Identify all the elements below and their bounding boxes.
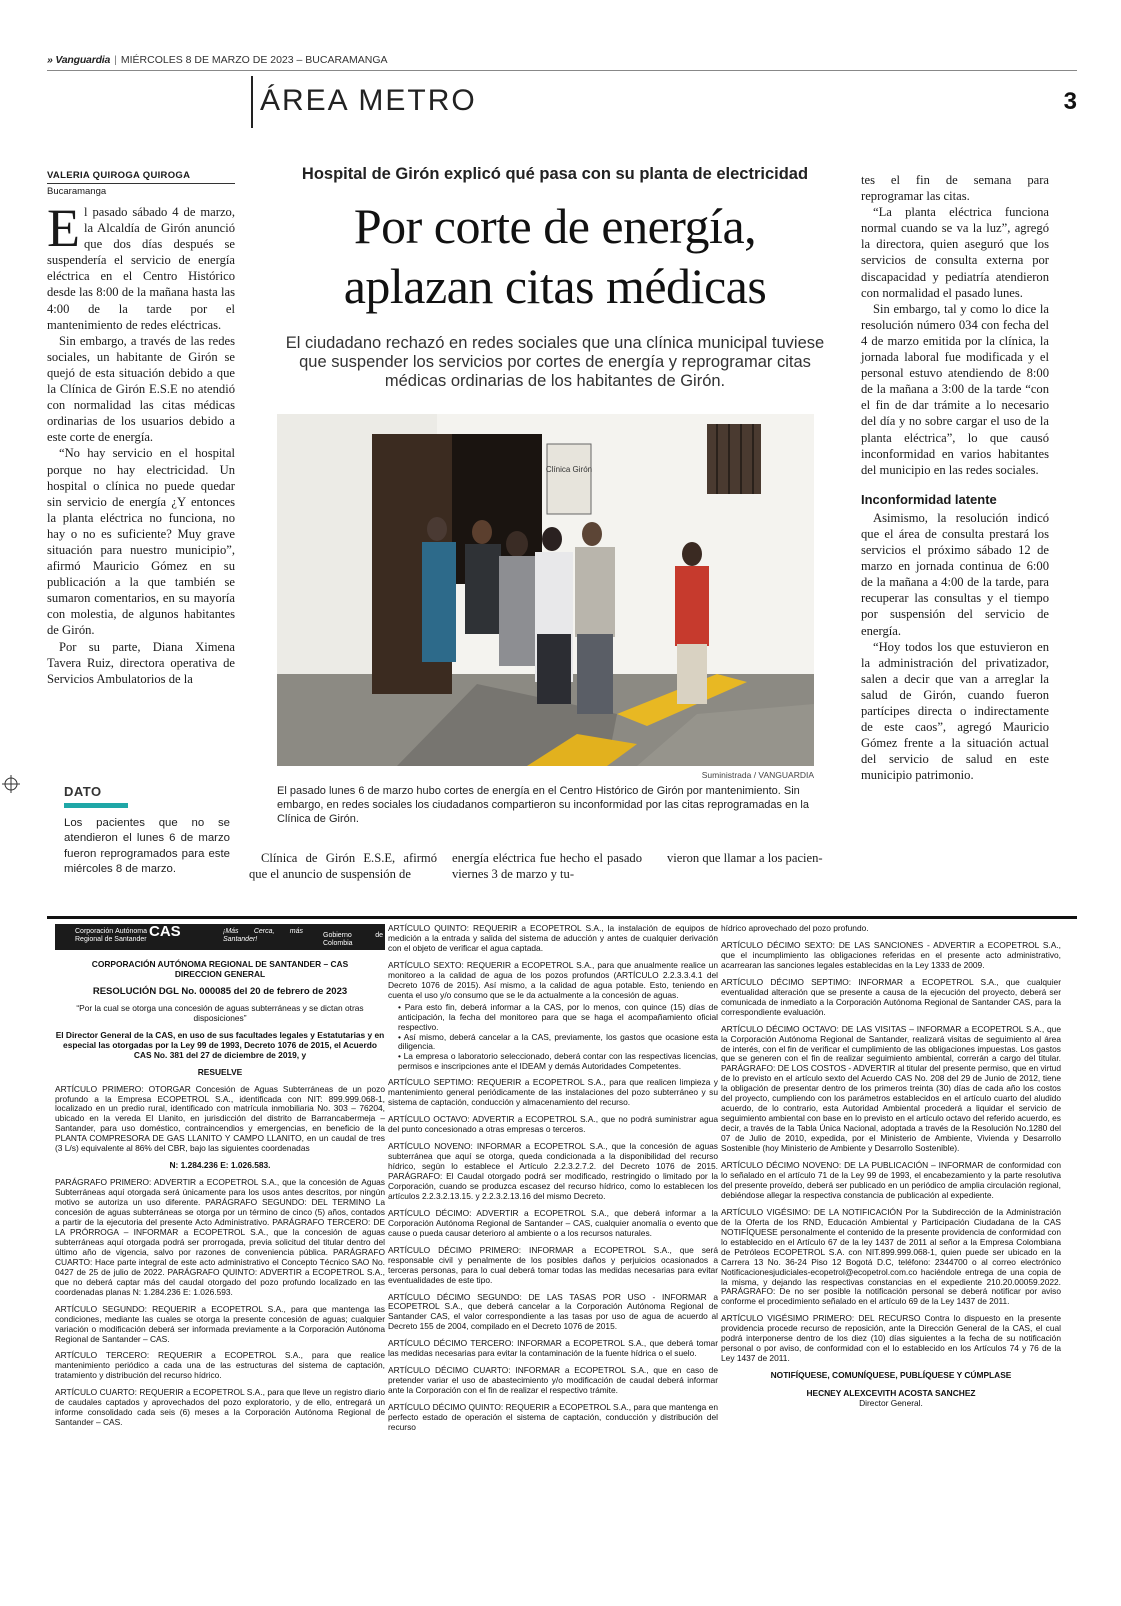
article-column-1 — [47, 198, 235, 687]
notice-article: ARTÍCULO DÉCIMO OCTAVO: DE LAS VISITAS – INFORMAR a ECOPETROL S.A., que la Corporación Autónoma Regional de Santander, realizará visitas de seguimiento al área de interés, con el fin de verificar el cumplimiento de las obligaciones impuestas. Los gastos que se generen con el fin de realizar seguimiento ambiental, correrán a cargo del titular. PARÁGRAFO: DE LOS COSTOS - ADVERTIR al titular del presente permiso, que en virtud de lo previsto en el artículo sexto del Acuerdo CAS No. 208 del 29 de Junio de 2012, tiene la obligación de presentar dentro de los primeros treinta (30) días de cada año los costos del proyecto, cumpliendo con los parámetros establecidos en el artículo cuarto del aludido acuerdo, de lo contrario, esta Autoridad Ambiental procederá a liquidar el servicio de seguimiento ambiental con base en lo previsto en el artículo octavo del referido acuerdo, es decir, a través de la Tabla Única Nacional, adoptada a través de la Resolución No.1280 del 07 de Julio de 2010, expedida, por el Ministerio de Ambiente, Vivienda y Desarrollo Sostenible (hoy Ministerio de Ambiente y Desarrollo Sostenible). — [721, 1023, 1061, 1154]
page-number: 3 — [1063, 88, 1077, 115]
notice-column-1 — [55, 924, 385, 1435]
article-photo — [277, 414, 814, 766]
notice-org: CORPORACIÓN AUTÓNOMA REGIONAL DE SANTANDER – CAS — [91, 959, 349, 969]
notice-list — [398, 1003, 718, 1073]
photo-sign: Clínica Girón — [545, 465, 593, 474]
article-column-2 — [249, 850, 437, 882]
notice-article: ARTÍCULO DÉCIMO TERCERO: INFORMAR a ECOPETROL S.A., que deberá tomar las medidas necesarias para evitar la contaminación de la fuente hídrica o el suelo. — [388, 1338, 718, 1359]
notice-article: ARTÍCULO VIGÉSIMO PRIMERO: DEL RECURSO Contra lo dispuesto en la presente providencia procede recurso de reposición, ante la Dirección General de la CAS, el cual podrá interponerse dentro de los diez (10) días siguientes a la fecha de su notificación personal o por aviso, de conformidad con el lo establecido en los Artículos 74 y 76 de la Ley 1437 de 2011. — [721, 1313, 1061, 1364]
notice-article: ARTÍCULO SEPTIMO: REQUERIR a ECOPETROL S.A., para que realicen limpieza y mantenimiento general periódicamente de las instalaciones del pozo subterráneo y su sistema de captación, conducción y almacenamiento del recurso. — [388, 1077, 718, 1108]
photo-caption: El pasado lunes 6 de marzo hubo cortes de energía en el Centro Histórico de Girón por mantenimiento. Sin embargo, en redes sociales los ciudadanos compartieron su inconformidad por las citas reprogramadas en la Clínica de Girón. — [277, 785, 809, 826]
brand-logo: » Vanguardia — [47, 54, 111, 66]
article-column-3 — [452, 850, 642, 882]
notice-list-item: • La empresa o laboratorio seleccionado, deberá contar con las respectivas licencias, permisos e inscripciones ante el IDEAM y demás Autoridades Competentes. — [398, 1052, 718, 1072]
notice-article: ARTÍCULO DÉCIMO SEXTO: DE LAS SANCIONES - ADVERTIR a ECOPETROL S.A., que el incumplimiento las obligaciones referidas en el presente acto administrativo, acarrearan las sanciones legales establecidas en la Ley 1333 de 2009. — [721, 939, 1061, 970]
paragraph: Sin embargo, tal y como lo dice la resolución número 034 con fecha del 4 de marzo emitida por la clínica, la jornada laboral fue modificada y el personal estuvo atendiendo de 8:00 de la mañana a 3:00 de la tarde “con el fin de dar trámite a lo necesario del día y no sobre cargar el uso de la planta eléctrica”, lo que causó inconformidad en varios habitantes del municipio en las redes sociales. — [861, 301, 1049, 477]
notice-article: ARTÍCULO DÉCIMO QUINTO: REQUERIR a ECOPETROL S.A., para que mantenga en perfecto estado de operación el sistema de captación, conducción y distribución del recurso — [388, 1402, 718, 1432]
drop-cap: E — [47, 198, 80, 258]
notice-article: ARTÍCULO NOVENO: INFORMAR a ECOPETROL S.A., que la concesión de aguas subterránea que aquí se otorga, queda condicionada a la disponibilidad del recurso hídrico, según lo establece el Artículo 2.2.3.2.7.2. del Decreto 1076 de 2015. PARÁGRAFO: El Caudal otorgado podrá ser modificado, restringido o limitado por la Corporación, cuando se produzca escasez del recurso hídrico, como lo establecen los artículos 2.2.3.2.13.15. y 2.2.3.2.13.16 del mismo Decreto. — [388, 1141, 718, 1201]
notice-article: ARTÍCULO CUARTO: REQUERIR a ECOPETROL S.A., para que lleve un registro diario de caudales captados y aprovechados del pozo exploratorio, y de ello, entregará un informe consolidado cada seis (6) meses a la Corporación Autónoma Regional de Santander – CAS. — [55, 1387, 385, 1428]
notice-signer: HECNEY ALEXCEVITH ACOSTA SANCHEZ — [806, 1388, 976, 1399]
headline-line-1: Por corte de energía, — [353, 198, 757, 254]
registration-mark-icon — [2, 775, 20, 793]
notice-article: ARTÍCULO TERCERO: REQUERIR a ECOPETROL S.A., para que realice mantenimiento periódico a cada una de las estructuras del sistema de captación, tratamiento y distribución del recurso hídrico. — [55, 1350, 385, 1381]
author-location: Bucaramanga — [47, 186, 107, 197]
notice-slogan: ¡Más Cerca, más Santander! — [223, 928, 303, 943]
notice-resuelve: RESUELVE — [197, 1066, 243, 1077]
dek: El ciudadano rechazó en redes sociales que una clínica municipal tuviese que suspender los servicios por cortes de energía y reprogramar citas médicas ordinarias de los habitantes de Girón. — [285, 334, 825, 390]
legal-notice — [47, 924, 1077, 1514]
top-rule — [47, 70, 1077, 71]
notice-article: ARTÍCULO DÉCIMO NOVENO: DE LA PUBLICACIÓN – INFORMAR de conformidad con lo señalado en el artículo 71 de la Ley 99 de 1993, el encabezamiento y la parte resolutiva del presente proveído, deberá ser publicado en un periódico de amplia circulación regional, debiéndose allegar la respectiva constancia de publicación al expediente. — [721, 1160, 1061, 1200]
notice-logo-bar — [55, 924, 385, 950]
paragraph: “La planta eléctrica funciona normal cuando se va la luz”, agregó la directora, quien aseguró que los servicios de consulta externa por discapacidad y pediatría atendieron con normalidad el pasado lunes. — [861, 205, 1049, 300]
paragraph: Por su parte, Diana Ximena Tavera Ruiz, directora operativa de Servicios Ambulatorios de la — [47, 639, 235, 686]
paragraph: Asimismo, la resolución indicó que el área de consulta prestará los servicios el próximo sábado 12 de marzo en jornada continua de 6:00 de la mañana a 4:00 de la tarde, para recuperar las consultas y el tiempo por suspensión del servicio de energía. — [861, 510, 1049, 638]
notice-resolution-sub: “Por la cual se otorga una concesión de aguas subterráneas y se dictan otras disposiciones” — [76, 1002, 364, 1023]
paragraph: “No hay servicio en el hospital porque no hay electricidad. Un hospital o clínica no puede quedar sin servicio de energía ¿Y entonces la planta eléctrica no funciona, no hay o no es suficiente? Muy grave situación para nuestro municipio”, afirmó Mauricio Gómez en su publicación a la que también se sumaron comentarios, en su mayoría con molestia, de algunos habitantes de Girón. — [47, 446, 235, 638]
paragraph: Clínica de Girón E.S.E, afirmó que el anuncio de suspensión de — [249, 851, 437, 882]
notice-logo-gov: Gobierno de Colombia — [323, 932, 383, 947]
paragraph: “Hoy todos los que estuvieron en la administración del privatizador, salen a decir que van a arreglar la salud de Girón, cuando fueron partícipes directa o indirectamente de este caos”, agregó Mauricio Gómez frente a la situación actual del servicio de salud en este municipio patrimonio. — [861, 639, 1049, 783]
notice-list-item: • Para esto fin, deberá informar a la CAS, por lo menos, con quince (15) días de anticipación, la fecha del monitoreo para que se haga el acompañamiento oficial respectivo. — [398, 1003, 718, 1033]
notice-dept: DIRECCION GENERAL — [174, 968, 266, 979]
notice-column-2 — [388, 924, 718, 1440]
notice-article: ARTÍCULO DÉCIMO: ADVERTIR a ECOPETROL S.A., que deberá informar a la Corporación Autónoma Regional de Santander – CAS, cualquier anomalía o evento que cause o pueda causar deterioro al ambiente o a los recursos naturales. — [388, 1207, 718, 1238]
notice-article: ARTÍCULO OCTAVO: ADVERTIR a ECOPETROL S.A., que no podrá suministrar agua del punto concesionado a otras empresas o terceros. — [388, 1114, 718, 1135]
notice-signer-title: Director General. — [859, 1398, 923, 1409]
byline — [47, 170, 235, 197]
notice-article: ARTÍCULO DÉCIMO CUARTO: INFORMAR a ECOPETROL S.A., que en caso de pretender variar el uso de abastecimiento y/o modificación de caudal deberá informar ante la Corporación con el fin de realizar el respectivo trámite. — [388, 1365, 718, 1396]
notice-article: ARTÍCULO DÉCIMO PRIMERO: INFORMAR a ECOPETROL S.A., que será responsable civil y penalmente de los posibles daños y perjuicios ocasionados a terceras personas, para lo cual deberá tomar todas las medidas necesarias para evitar eventualidades de este tipo. — [388, 1244, 718, 1285]
notice-column-3 — [721, 924, 1061, 1416]
article-column-4 — [655, 850, 843, 866]
notice-article: ARTÍCULO SEXTO: REQUERIR a ECOPETROL S.A., para que anualmente realice un monitoreo a la calidad de agua de los pozos profundos (ARTÍCULO 2.2.3.3.4.1 del Decreto 1076 de 2015). Así mismo, a la calidad de agua potable. Esto, teniendo en cuenta el uso y/o consumo que se le da actualmente a la concesión de aguas. — [388, 959, 718, 1000]
notice-article: PARÁGRAFO PRIMERO: ADVERTIR a ECOPETROL S.A., que la concesión de Aguas Subterráneas aquí otorgada será únicamente para los usos antes descritos, por ningún motivo se autoriza un uso diferente. PARÁGRAFO SEGUNDO: DEL TERMINO La concesión de aguas subterráneas se otorga por un término de cinco (5) años, contados a partir de la ejecutoria del presente Acto Administrativo. PARÁGRAFO TERCERO: DE LA PRÓRROGA – INFORMAR a ECOPETROL S.A., que la concesión de aguas subterráneas aquí otorgada podrá ser prorrogada, previa solicitud del titular dentro del último año de vigencia, salvo por razones de conveniencia pública. PARÁGRAFO CUARTO: Hace parte integral de este acto administrativo el Concepto Técnico SAO No. 0427 de 25 de julio de 2022. PARÁGRAFO QUINTO: ADVERTIR a ECOPETROL S.A., que no deberá captar más del caudal otorgado del pozo profundo localizado en las coordenadas planas N: 1.284.236 E: 1.026.593. — [55, 1177, 385, 1297]
headline-line-2: aplazan citas médicas — [343, 258, 767, 314]
author-name: VALERIA QUIROGA QUIROGA — [47, 170, 235, 184]
notice-logo-org: Corporación Autónoma Regional de Santander — [75, 928, 147, 943]
fact-box — [64, 784, 230, 878]
paragraph: tes el fin de semana para reprogramar las citas. — [861, 173, 1049, 204]
paragraph: l pasado sábado 4 de marzo, la Alcaldía de Girón anunció que dos días después se suspendería el servicio de energía eléctrica en el Centro Histórico desde las 8:00 de la mañana hasta las 4:00 de la tarde por el mantenimiento de redes eléctricas. — [47, 205, 235, 332]
edition-date: MIÉRCOLES 8 DE MARZO DE 2023 – BUCARAMANGA — [120, 54, 388, 66]
section-divider — [251, 76, 253, 128]
notice-rule — [47, 916, 1077, 919]
kicker: Hospital de Girón explicó qué pasa con su planta de electricidad — [301, 165, 809, 183]
fact-box-label: DATO — [64, 784, 102, 799]
section-title: ÁREA METRO — [260, 84, 477, 117]
article-column-5 — [861, 172, 1049, 783]
notice-article: ARTÍCULO QUINTO: REQUERIR a ECOPETROL S.A., la instalación de equipos de medición a la entrada y salida del sistema de aducción y antes de cualquier derivación con el objeto de verificar el agua captada. — [388, 923, 718, 953]
notice-article: ARTÍCULO DÉCIMO SEPTIMO: INFORMAR a ECOPETROL S.A., que cualquier eventualidad alteración que se presente a causa de la ejecución del proyecto, deberá ser comunicada de inmediato a la Corporación Autónoma Regional de Santander CAS, para la correspondiente evaluación. — [721, 976, 1061, 1017]
masthead: » Vanguardia | MIÉRCOLES 8 DE MARZO DE 2023 – BUCARAMANGA — [47, 54, 388, 66]
headline — [260, 196, 850, 316]
paragraph: vieron que llamar a los pacien- — [667, 851, 823, 865]
subhead: Inconformidad latente — [861, 491, 997, 507]
notice-list-item: • Así mismo, deberá cancelar a la CAS, previamente, los gastos que ocasione esta diligencia. — [398, 1033, 718, 1053]
notice-closing: NOTIFÍQUESE, COMUNÍQUESE, PUBLÍQUESE Y CÚMPLASE — [770, 1370, 1012, 1381]
notice-article: ARTÍCULO PRIMERO: OTORGAR Concesión de Aguas Subterráneas de un pozo profundo a la Empresa ECOPETROL S.A., identificada con NIT: 899.999.068-1, localizado en un predio rural, identificado con matrícula inmobiliaria No. 303 – 76204, ubicado en la vereda El Llanito, en jurisdicción del distrito de Barrancabermeja – Santander, para uso doméstico, contraincendios y emergencias, en beneficio de la PLANTA COMPRESORA DE GAS LLANITO Y CAMPO LLANITO, en un caudal de tres (3 L/s) equivalente al 86% del CBR, bajo las siguientes coordenadas — [55, 1083, 385, 1154]
notice-preamble: El Director General de la CAS, en uso de sus facultades legales y Estatutarias y en especial las otorgadas por la Ley 99 de 1993, Decreto 1076 de 2015, el Acuerdo CAS No. 381 del 27 de diciembre de 2019, y — [55, 1029, 385, 1060]
notice-article: hídrico aprovechado del pozo profundo. — [721, 923, 869, 933]
notice-resolution: RESOLUCIÓN DGL No. 000085 del 20 de febrero de 2023 — [92, 985, 348, 997]
fact-box-accent — [64, 803, 128, 808]
notice-article: ARTÍCULO DÉCIMO SEGUNDO: DE LAS TASAS POR USO - INFORMAR a ECOPETROL S.A., que deberá cancelar a la Corporación Autónoma Regional de Santander CAS, el valor correspondiente a las tasas por uso de agua de acuerdo al Decreto 155 de 2004, compilado en el Decreto 1076 de 2015. — [388, 1291, 718, 1332]
paragraph: energía eléctrica fue hecho el pasado viernes 3 de marzo y tu- — [452, 851, 642, 882]
photo-credit: Suministrada / VANGUARDIA — [701, 770, 814, 780]
fact-box-text: Los pacientes que no se atendieron el lunes 6 de marzo fueron reprogramados para este miércoles 8 de marzo. — [64, 817, 230, 876]
paragraph: Sin embargo, a través de las redes sociales, un habitante de Girón se quejó de esta situación debido a que la Clínica de Girón E.S.E no atendió con normalidad las citas médicas ordinarias de los usuarios debido a este corte de energía. — [47, 333, 235, 445]
cas-logo: CAS — [149, 923, 181, 940]
notice-coordinates: N: 1.284.236 E: 1.026.583. — [169, 1160, 271, 1171]
notice-article: ARTÍCULO SEGUNDO: REQUERIR a ECOPETROL S.A., para que mantenga las condiciones, mediante las cuales se otorga la presente concesión de aguas; cualquier variación o modificación deberá ser informada previamente a la Corporación Autónoma Regional de Santander – CAS. — [55, 1303, 385, 1344]
photo-illustration — [277, 414, 814, 766]
notice-article: ARTÍCULO VIGÉSIMO: DE LA NOTIFICACIÓN Por la Subdirección de la Administración de la Oferta de los RND, Educación Ambiental y Participación Ciudadana de la CAS NOTIFÍQUESE personalmente el contenido de la presente providencia de conformidad con lo establecido en el Artículo 67 de la ley 1437 de 2011 al señor a la Empresa Colombiana de Petróleos ECOPETROL S.A. con NIT.899.999.068-1, quien puede ser ubicado en la Carrera 13 No. 36-24 Piso 12 Bogotá D.C, teléfono: 2344700 o al correo electrónico Notificacionesjudiciales-ecopetrol@ecopetrol.com.co haciéndole entrega de una copia de la misma, y dejando las respectivas constancias en el expediente 210.20.00059.2022. PARÁGRAFO: De no ser posible la notificación personal se deberá notificar por aviso conforme el procedimiento señalado en el artículo 69 de la Ley 1437 de 2011. — [721, 1206, 1061, 1307]
